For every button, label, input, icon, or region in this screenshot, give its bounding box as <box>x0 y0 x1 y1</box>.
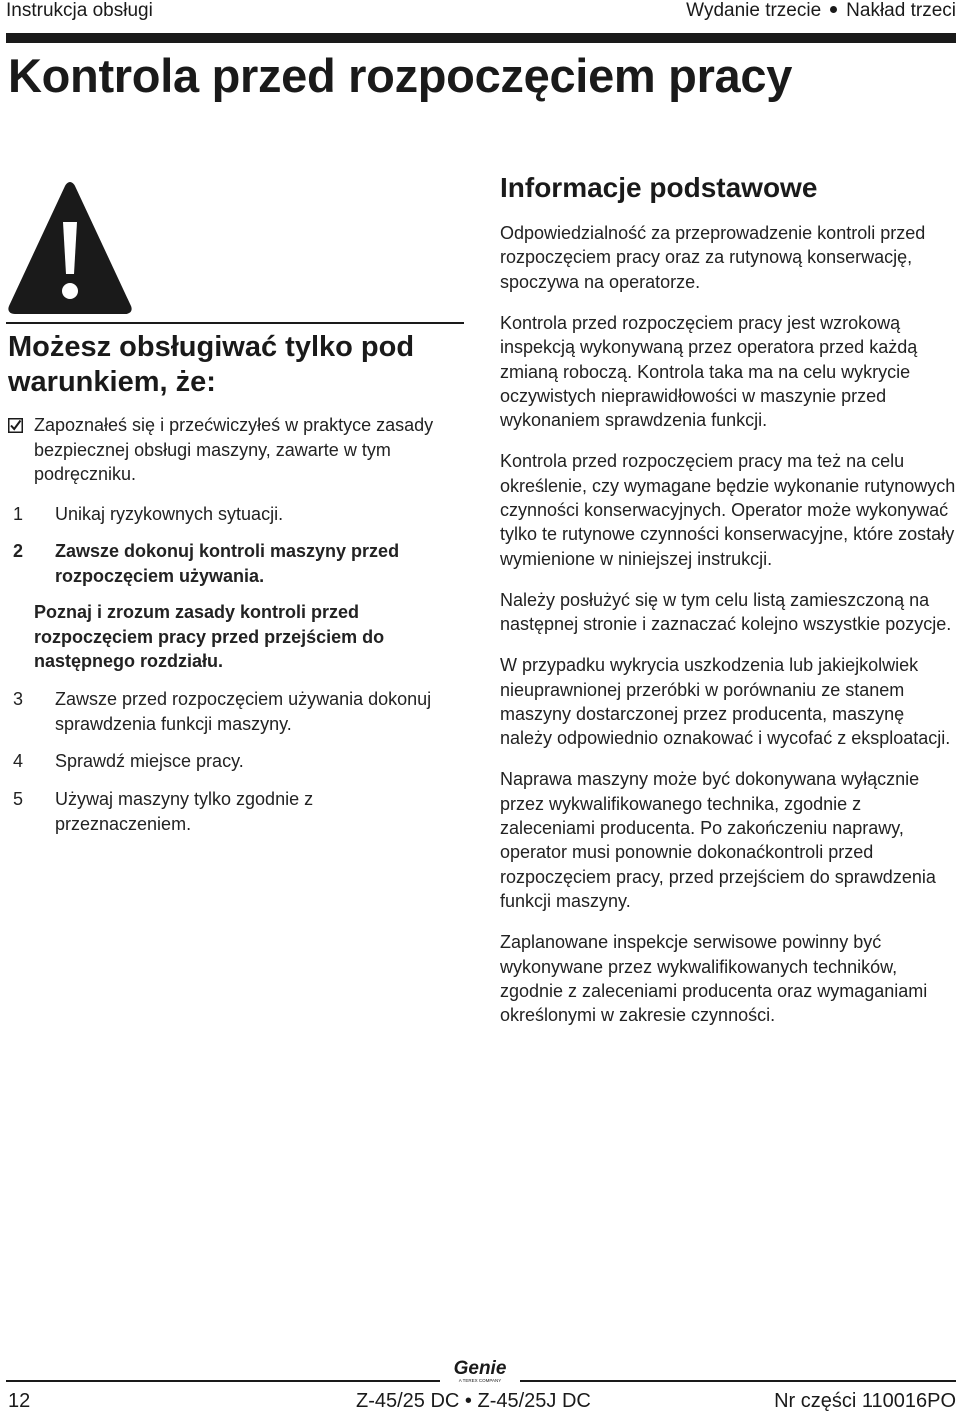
conditions-heading: Możesz obsługiwać tylko pod warunkiem, że: <box>8 331 415 398</box>
paragraph: Kontrola przed rozpoczęciem pracy ma też na celu określenie, czy wymagane będzie wykonanie rutynowych czynności konserwacyjnych. Operator może wykonywać tylko te rutynowe czynności konserwacyjne, które zostały wymienione w niniejszej instrukcji. <box>500 451 956 569</box>
rule-text: Unikaj ryzykownych sytuacji. <box>55 504 284 524</box>
rule-text: Używaj maszyny tylko zgodnie z przeznaczeniem. <box>55 789 314 834</box>
header-rule <box>6 33 956 43</box>
section-rule <box>6 322 464 324</box>
footer-rule-left <box>6 1380 440 1382</box>
logo-subtext: A TEREX COMPANY <box>458 1378 502 1383</box>
page-title: Kontrola przed rozpoczęciem pracy <box>8 49 793 102</box>
paragraph: Należy posłużyć się w tym celu listą zamieszczoną na następnej stronie i zaznaczać kolejno wszystkie pozycje. <box>500 589 952 635</box>
rule-4 <box>13 749 475 774</box>
logo-text: Genie <box>453 1358 507 1379</box>
rule-text: Zawsze przed rozpoczęciem używania dokonuj sprawdzenia funkcji maszyny. <box>55 689 432 734</box>
paragraph: Kontrola przed rozpoczęciem pracy jest wzrokową inspekcją wykonywaną przez operatora przed każdą zmianą roboczą. Kontrola taka ma na celu wykrycie oczywistych nieprawidłowości w maszynie przed wykonaniem sprawdzenia funkcji. <box>500 312 918 431</box>
manual-label: Instrukcja obsługi <box>6 0 153 21</box>
warning-triangle-icon <box>6 178 134 316</box>
checked-item-text: Zapoznałeś się i przećwiczyłeś w praktyce zasady bezpiecznej obsługi maszyny, zawarte w tym podręczniku. <box>34 415 434 484</box>
rule-text: Sprawdź miejsce pracy. <box>55 751 244 771</box>
rule-3 <box>13 687 475 736</box>
print-label: Nakład trzeci <box>846 0 956 21</box>
edition-label: Wydanie trzecie <box>686 0 822 21</box>
paragraph: Zaplanowane inspekcje serwisowe powinny być wykonywane przez wykwalifikowanych techników, zgodnie z zaleceniami producenta oraz wymaganiami określonymi w zakresie czynności. <box>500 932 928 1026</box>
page-number: 12 <box>8 1390 31 1412</box>
model-label: Z-45/25 DC • Z-45/25J DC <box>356 1390 591 1412</box>
basic-info-heading: Informacje podstawowe <box>500 172 818 203</box>
rule-number: 3 <box>13 689 24 709</box>
paragraph: Naprawa maszyny może być dokonywana wyłącznie przez wykwalifikowanego technika, zgodnie z zaleceniami producenta. Po zakończeniu naprawy, operator musi ponownie dokonaćkontroli przed rozpoczęciem pracy, przed przejściem do sprawdzenia funkcji maszyny. <box>500 769 936 912</box>
paragraph: Odpowiedzialność za przeprowadzenie kontroli przed rozpoczęciem pracy oraz za rutynową konserwację, spoczywa na operatorze. <box>500 223 926 292</box>
rule-number: 1 <box>13 504 24 524</box>
rule-text: Zawsze dokonuj kontroli maszyny przed rozpoczęciem używania. <box>55 541 400 586</box>
edition-info <box>686 0 956 22</box>
rule-number: 5 <box>13 789 24 809</box>
rule-2 <box>13 539 475 588</box>
rule-number: 2 <box>13 541 24 561</box>
rule-1 <box>13 502 475 527</box>
emphasis-text: Poznaj i zrozum zasady kontroli przed rozpoczęciem pracy przed przejściem do następnego rozdziału. <box>34 602 385 671</box>
bullet-icon <box>830 6 837 13</box>
genie-logo <box>444 1357 516 1385</box>
footer-rule-right <box>520 1380 956 1382</box>
rule-number: 4 <box>13 751 24 771</box>
rule-5 <box>13 787 375 836</box>
basic-info-body <box>500 221 958 1044</box>
checked-box-icon <box>8 418 23 433</box>
paragraph: W przypadku wykrycia uszkodzenia lub jakiejkolwiek nieuprawnionej przeróbki w porównaniu ze stanem maszyny dostarczonej przez producenta, maszynę należy odpowiednio oznakować i wycofać z eksploatacji. <box>500 655 951 749</box>
part-number: Nr części 110016PO <box>774 1390 956 1412</box>
